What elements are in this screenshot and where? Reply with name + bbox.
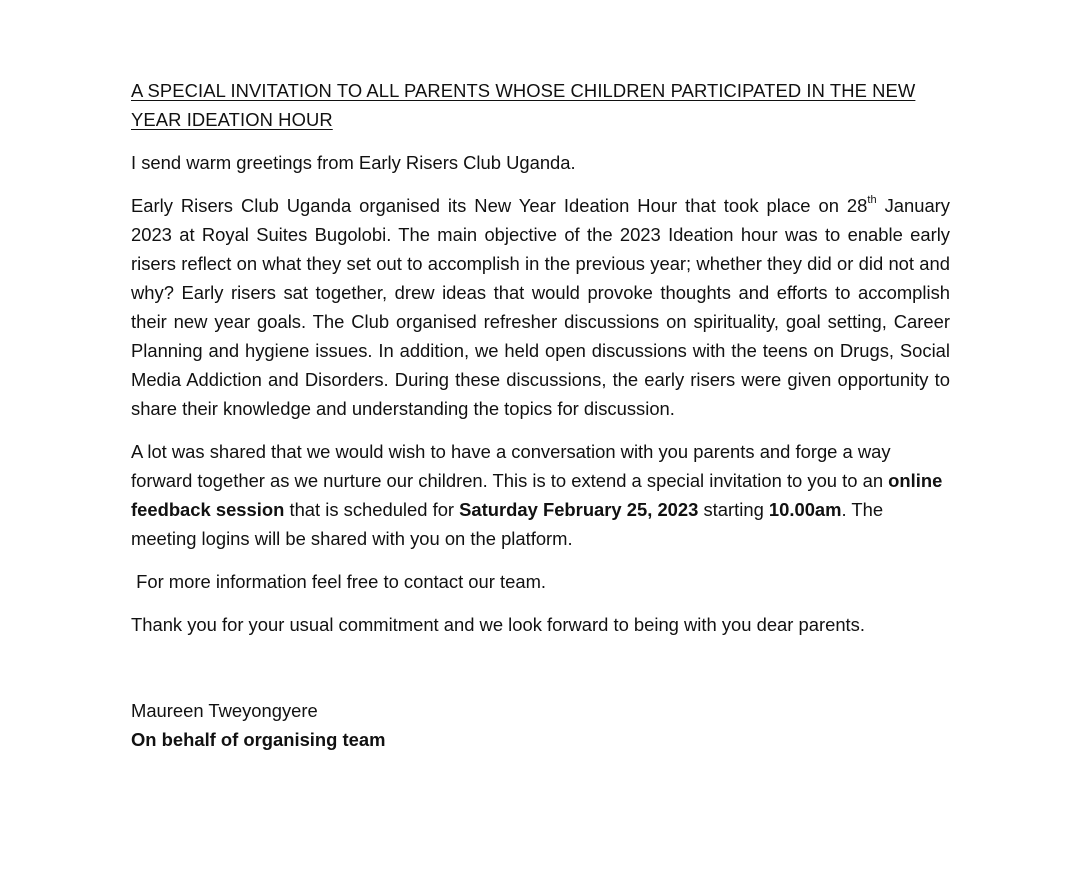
letter-heading: A SPECIAL INVITATION TO ALL PARENTS WHOSE CHILDREN PARTICIPATED IN THE NEW YEAR IDEATION HOUR	[131, 80, 916, 130]
invitation-text-2: that is scheduled for	[284, 499, 460, 520]
signature-role-text: On behalf of organising team	[131, 729, 386, 750]
invitation-paragraph	[131, 437, 950, 553]
signature-block	[131, 696, 950, 754]
session-type: online feedback session	[131, 470, 943, 520]
contact-paragraph: For more information feel free to contact our team.	[131, 571, 546, 592]
session-date: Saturday February 25, 2023	[459, 499, 699, 520]
letter-page	[131, 76, 950, 754]
event-summary-paragraph	[131, 191, 950, 423]
event-summary-text-2: January 2023 at Royal Suites Bugolobi. The main objective of the 2023 Ideation hour was to enable early risers reflect on what they set out to accomplish in the previous year; whether they did or did not and why? Early risers sat together, drew ideas that would provoke thoughts and efforts to accomplish their new year goals. The Club organised refresher discussions on spirituality, goal setting, Career Planning and hygiene issues. In addition, we held open discussions with the teens on Drugs, Social Media Addiction and Disorders. During these discussions, the early risers were given opportunity to share their knowledge and understanding the topics for discussion.	[131, 195, 951, 419]
thanks-paragraph: Thank you for your usual commitment and we look forward to being with you dear parents.	[131, 614, 865, 635]
event-summary-text-1: Early Risers Club Uganda organised its New Year Ideation Hour that took place on 28	[131, 195, 868, 216]
invitation-text-1: A lot was shared that we would wish to have a conversation with you parents and forge a way forward together as we nurture our children. This is to extend a special invitation to you to an	[131, 441, 891, 491]
ordinal-suffix: th	[867, 193, 877, 206]
signature-role	[131, 725, 950, 754]
invitation-text-3: starting	[698, 499, 769, 520]
invitation-text-4: . The meeting logins will be shared with you on the platform.	[131, 499, 884, 549]
greeting-paragraph: I send warm greetings from Early Risers Club Uganda.	[131, 152, 576, 173]
session-time: 10.00am	[768, 499, 842, 520]
signature-name: Maureen Tweyongyere	[131, 700, 318, 721]
